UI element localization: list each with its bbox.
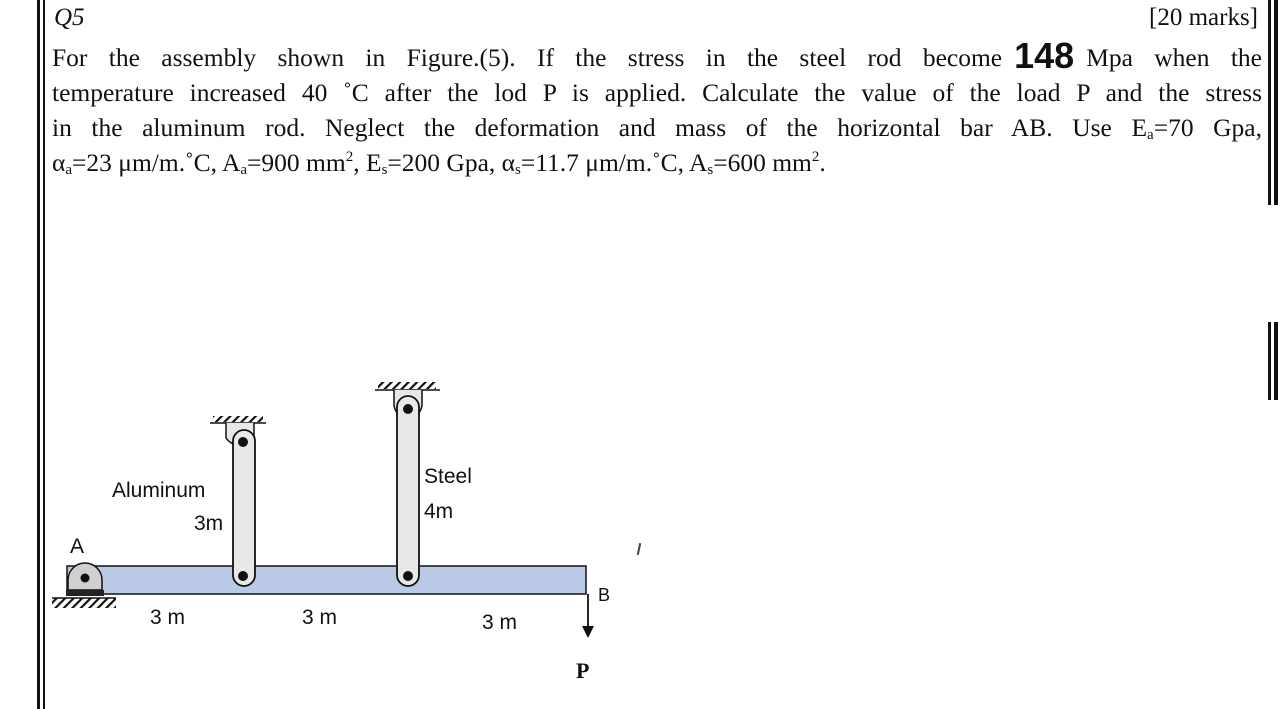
aluminum-length-label: 3m — [194, 512, 224, 535]
right-border-top-outer — [1268, 0, 1271, 205]
steel-label: Steel — [424, 465, 472, 488]
question-line-3: in the aluminum rod. Neglect the deformation and mass of the horizontal bar AB. Use $E_a=70$ Gpa, — [52, 113, 1262, 143]
aluminum-label: Aluminum — [112, 479, 206, 502]
stress-value: 148 — [1014, 35, 1075, 76]
load-p-label: P — [576, 658, 590, 683]
assembly-figure — [0, 360, 700, 709]
question-marks: [20 marks] — [1149, 4, 1258, 31]
question-line-1: For the assembly shown in Figure.(5). If the stress in the steel rod become 148 Mpa when the — [52, 35, 1262, 76]
question-line-2: temperature increased 40 ˚C after the lod P is applied. Calculate the value of the load P and the stress — [52, 78, 1262, 107]
dimension-2: 3 m — [302, 606, 338, 629]
question-line-4: $\alpha_a=23$ μm/m.˚C, $A_a=900$ $mm^2$, $E_s=200$ Gpa, $\alpha_s=11.7$ μm/m.˚C, $A_s=600$ $mm^2$. — [52, 148, 826, 178]
point-a-label: A — [70, 535, 85, 558]
dimension-3: 3 m — [482, 611, 518, 634]
dimension-1: 3 m — [150, 606, 186, 629]
point-b-label: B — [598, 585, 611, 605]
question-number: Q5 — [54, 4, 85, 31]
aluminum-rod — [210, 416, 266, 586]
right-border-mid-outer — [1268, 322, 1271, 400]
horizontal-bar-ab — [67, 566, 586, 594]
steel-length-label: 4m — [424, 500, 454, 523]
right-border-top-inner — [1274, 0, 1278, 205]
load-arrow-p — [582, 594, 594, 638]
question-text — [52, 36, 1262, 180]
right-border-mid-inner — [1274, 322, 1278, 400]
